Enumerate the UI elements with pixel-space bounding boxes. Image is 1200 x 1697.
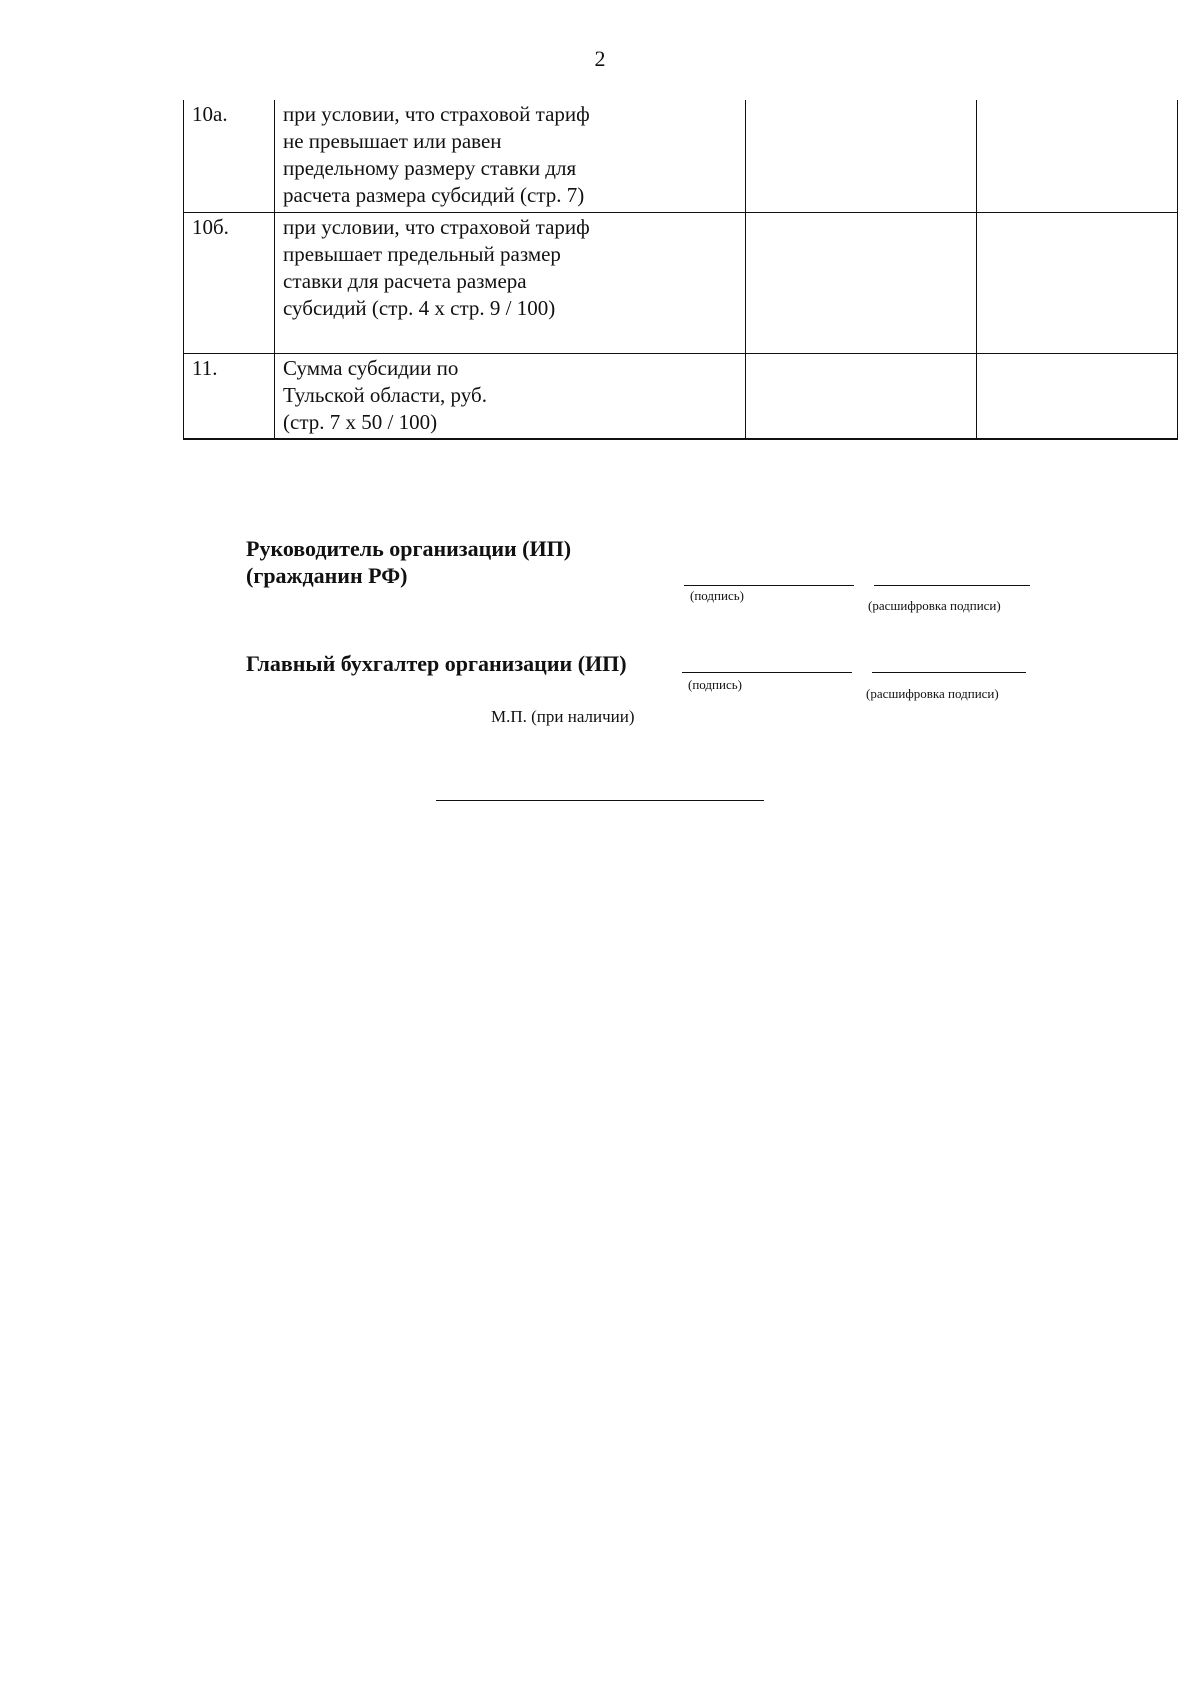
description-line: при условии, что страховой тариф bbox=[283, 102, 590, 126]
description-line: расчета размера субсидий (стр. 7) bbox=[283, 183, 585, 207]
value-cell[interactable] bbox=[746, 100, 977, 212]
table-row bbox=[184, 100, 1178, 212]
head-title-line: (гражданин РФ) bbox=[246, 563, 408, 588]
accountant-signature-title: Главный бухгалтер организации (ИП) bbox=[246, 651, 627, 676]
row-number: 10а. bbox=[184, 100, 275, 212]
accountant-decode-caption: (расшифровка подписи) bbox=[866, 686, 999, 701]
description-line: Тульской области, руб. bbox=[283, 382, 487, 407]
table-row bbox=[184, 353, 1178, 439]
value-cell[interactable] bbox=[746, 353, 977, 439]
value-cell[interactable] bbox=[977, 100, 1178, 212]
head-signature-line[interactable] bbox=[684, 585, 854, 586]
row-description bbox=[275, 100, 746, 212]
table-row bbox=[184, 212, 1178, 353]
accountant-decode-line[interactable] bbox=[872, 672, 1026, 673]
description-line: ставки для расчета размера bbox=[283, 268, 527, 293]
description-line: при условии, что страховой тариф bbox=[283, 214, 590, 239]
description-line: превышает предельный размер bbox=[283, 241, 561, 266]
value-cell[interactable] bbox=[977, 212, 1178, 353]
description-line: субсидий (стр. 4 х стр. 9 / 100) bbox=[283, 295, 556, 320]
head-decode-line[interactable] bbox=[874, 585, 1030, 586]
end-divider bbox=[436, 800, 764, 801]
row-number: 10б. bbox=[184, 212, 275, 353]
page-number: 2 bbox=[594, 46, 606, 71]
row-number: 11. bbox=[184, 353, 275, 439]
row-description bbox=[275, 353, 746, 439]
head-title-line: Руководитель организации (ИП) bbox=[246, 536, 572, 561]
value-cell[interactable] bbox=[977, 353, 1178, 439]
description-line: (стр. 7 х 50 / 100) bbox=[283, 409, 438, 434]
accountant-signature-line[interactable] bbox=[682, 672, 852, 673]
value-cell[interactable] bbox=[746, 212, 977, 353]
head-signature-caption: (подпись) bbox=[690, 588, 744, 603]
head-decode-caption: (расшифровка подписи) bbox=[868, 598, 1001, 613]
description-line: предельному размеру ставки для bbox=[283, 156, 577, 180]
subsidy-calculation-table bbox=[183, 100, 1178, 440]
row-description bbox=[275, 212, 746, 353]
stamp-note: М.П. (при наличии) bbox=[491, 707, 635, 726]
description-line: Сумма субсидии по bbox=[283, 355, 459, 380]
head-signature-title bbox=[246, 535, 571, 589]
accountant-signature-caption: (подпись) bbox=[688, 677, 742, 692]
description-line: не превышает или равен bbox=[283, 129, 502, 153]
